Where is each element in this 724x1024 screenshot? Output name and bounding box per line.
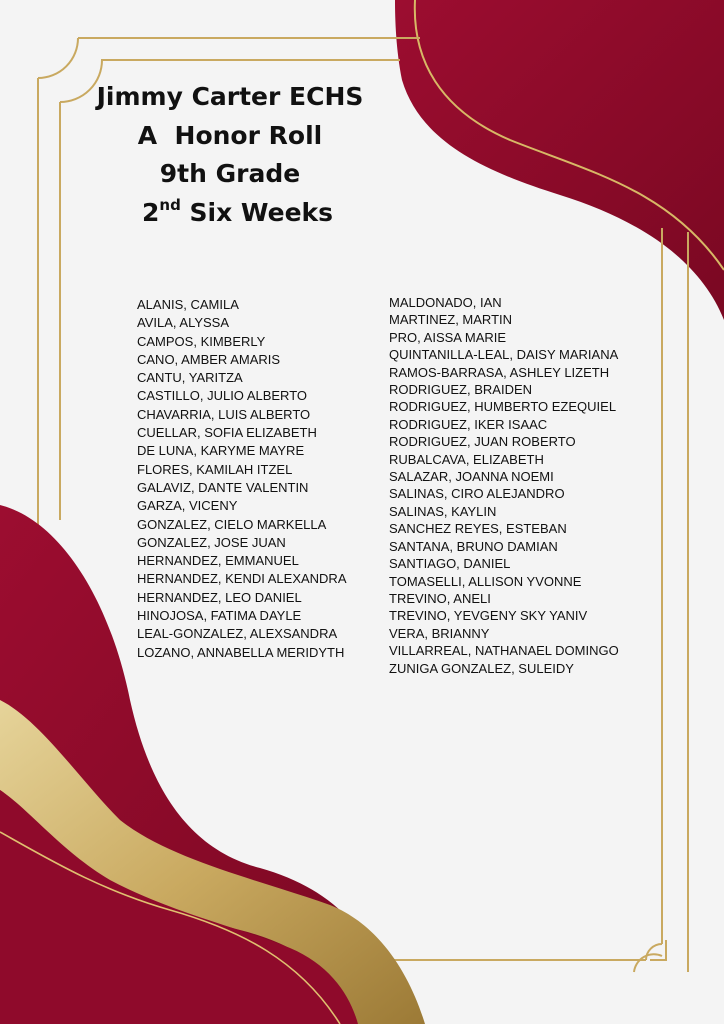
title-period: 2nd Six Weeks	[142, 195, 334, 227]
student-name: TOMASELLI, ALLISON YVONNE	[389, 573, 582, 589]
student-name: GARZA, VICENY	[137, 498, 238, 514]
student-name: CANO, AMBER AMARIS	[137, 351, 281, 367]
student-name: MARTINEZ, MARTIN	[389, 312, 513, 328]
student-name: SANTIAGO, DANIEL	[389, 556, 511, 572]
student-name: DE LUNA, KARYME MAYRE	[137, 443, 305, 459]
student-name: LEAL-GONZALEZ, ALEXSANDRA	[137, 626, 338, 642]
student-name: CHAVARRIA, LUIS ALBERTO	[137, 406, 311, 422]
title-school: Jimmy Carter ECHS	[96, 82, 364, 111]
student-name: FLORES, KAMILAH ITZEL	[137, 461, 293, 477]
student-name: SANCHEZ REYES, ESTEBAN	[389, 521, 567, 537]
student-name: HINOJOSA, FATIMA DAYLE	[137, 608, 302, 624]
student-name: MALDONADO, IAN	[389, 295, 502, 310]
student-name: RUBALCAVA, ELIZABETH	[389, 451, 544, 467]
student-name: CASTILLO, JULIO ALBERTO	[137, 388, 308, 404]
student-name: RODRIGUEZ, BRAIDEN	[389, 382, 533, 398]
student-name: TREVINO, ANELI	[389, 590, 491, 606]
student-name: GONZALEZ, CIELO MARKELLA	[137, 516, 327, 532]
student-name: PRO, AISSA MARIE	[389, 329, 507, 345]
student-name: VERA, BRIANNY	[389, 625, 490, 641]
title-honor-roll: A Honor Roll	[137, 120, 323, 150]
student-name: AVILA, ALYSSA	[137, 315, 230, 331]
student-name: HERNANDEZ, LEO DANIEL	[137, 589, 302, 605]
student-name: RODRIGUEZ, JUAN ROBERTO	[389, 434, 576, 450]
student-name: RODRIGUEZ, HUMBERTO EZEQUIEL	[389, 399, 617, 415]
honor-roll-list-right	[389, 294, 619, 677]
student-name: GONZALEZ, JOSE JUAN	[137, 534, 286, 550]
student-name: LOZANO, ANNABELLA MERIDYTH	[137, 644, 345, 660]
student-name: SALINAS, KAYLIN	[389, 503, 497, 519]
student-name: RAMOS-BARRASA, ASHLEY LIZETH	[389, 364, 610, 380]
student-name: ZUNIGA GONZALEZ, SULEIDY	[389, 660, 574, 676]
student-name: VILLARREAL, NATHANAEL DOMINGO	[389, 643, 619, 659]
student-name: CANTU, YARITZA	[137, 370, 243, 386]
student-name: QUINTANILLA-LEAL, DAISY MARIANA	[389, 347, 619, 363]
page-title	[0, 78, 460, 232]
student-name: HERNANDEZ, KENDI ALEXANDRA	[137, 571, 347, 587]
student-name: GALAVIZ, DANTE VALENTIN	[137, 479, 309, 495]
student-name: HERNANDEZ, EMMANUEL	[137, 553, 299, 569]
title-grade: 9th Grade	[159, 159, 301, 188]
student-name: CUELLAR, SOFIA ELIZABETH	[137, 425, 317, 441]
student-name: RODRIGUEZ, IKER ISAAC	[389, 416, 548, 432]
student-name: ALANIS, CAMILA	[137, 297, 239, 312]
student-name: TREVINO, YEVGENY SKY YANIV	[389, 608, 588, 624]
student-name: SANTANA, BRUNO DAMIAN	[389, 538, 558, 554]
student-name: SALINAS, CIRO ALEJANDRO	[389, 486, 565, 502]
student-name: CAMPOS, KIMBERLY	[137, 333, 266, 349]
student-name: SALAZAR, JOANNA NOEMI	[389, 469, 554, 485]
honor-roll-list-left	[137, 296, 347, 662]
